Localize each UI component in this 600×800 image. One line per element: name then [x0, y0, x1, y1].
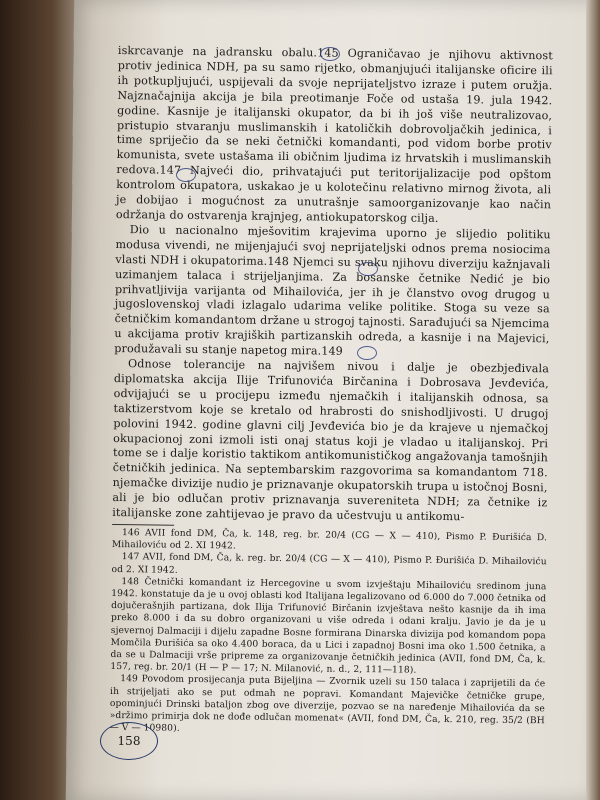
paragraph-3: Odnose tolerancije na najvišem nivou i dalje je obezbjeđivala diplomatska akcija Ilije Trifunovića Birčanina i Dobrosava Jevđevića, odvijajući se u procijepu između njemačkih i italijanskih odnosa, sa taktizerstvom koje se kretalo od hrabrosti do snishodljivosti. U drugoj polovini 1942. godine glavni cilj Jevđevića bio je da krajeve u njemačkoj okupacionoj zoni izmoli isti onaj status koji je vladao u italijanskoj. Pri tome se i dalje koristio taktikom antikomunističkog angažovanja tamošnjih četničkih jedinica. Na septembarskim razgovorima sa komandantom 718. njemačke divizije nudio je priznavanje okupatorskih trupa u istočnoj Bosni, ali je bio odlučan protiv priznavanja suvereniteta NDH; za četnike iz italijanske zone zahtijevao je pravo da učestvuju u antikomu-	[112, 357, 550, 524]
footnote-146: 146 AVII fond DM, Ča, k. 148, reg. br. 20/4 (CG — X — 410), Pismo P. Đurišića D. Mihailoviću od 2. XI 1942.	[111, 528, 548, 552]
book-right-edge	[586, 0, 600, 800]
footnote-149: 149 Povodom prosijecanja puta Bijeljina — Zvornik uzeli su 150 talaca i zaprijetili da će ih strijeljati ako se put odmah ne popravi. Komandant Majevičke četničke grupe, opominjući Drinski bataljon zbog ove diverzije, pozvao se na naređenje Mihailovića da se »držimo primirja dok ne dođe odlučan momenat« (AVII, fond DM, Ča, k. 210, reg. 35/2 (BH — V — 10980).	[109, 674, 546, 735]
footnote-148: 148 Četnički komandant iz Hercegovine u svom izvještaju Mihailoviću sredinom juna 1942. konstatuje da je u ovoj oblasti kod Italijana legalizovano od 6.000 do 7.000 četnika od dojučerašnjih partizana, dok Ilija Trifunović Birčanin izvještava nešto kasnije da ih ima preko 8.000 i da su dobro organizovani u više odreda i odani kralju. Javio je da je u sjevernoj Dalmaciji i dijelu zapadne Bosne formirana Dinarska divizija pod komandom popa Momčila Đurišića sa oko 4.400 boraca, da u Lici i zapadnoj Bosni ima oko 1.500 četnika, a da se u Dalmaciji vrše pripreme za organizovanje četničkih jedinica (AVII, fond DM, Ča, k. 157, reg. br. 20/1 (H — P — 17; N. Milanović, n. d., 2, 111—118).	[110, 576, 547, 676]
paragraph-2: Dio u nacionalno mješovitim krajevima uporno je slijedio politiku modusa vivendi, ne mijenjajući svoj neprijateljski odnos prema nosiocima vlasti NDH i okupatorima.148 Njemci su svaku njihovu diverziju kažnjavali uzimanjem talaca i strijeljanjima. Za bosanske četnike Nedić je bio prihvatljivija varijanta od Mihailovića, jer ih je članstvo ovog drugog u jugoslovenskoj vladi izlagalo udarima velike politike. Stoga su veze sa četničkim komandantom držane u strogoj tajnosti. Sarađujući sa Njemcima u akcijama protiv krajiških partizanskih odreda, a kasnije i na Majevici, produžavali su stanje napetog mira.149	[114, 223, 551, 358]
pen-circle-mark	[176, 168, 196, 182]
pen-circle-mark	[357, 346, 377, 360]
footnotes	[110, 527, 548, 740]
paragraph-1: iskrcavanje na jadransku obalu.145 Ograničavao je njihovu aktivnost protiv jedinica NDH, pa su samo rijetko, obmanjujući italijanske oficire ili ih potkupljujući, uspijevali da svoje neprijateljstvo izraze i putem oružja. Najznačajnija akcija je bila preotimanje Foče od ustaša 19. jula 1942. godine. Kasnije je italijanski okupator, da bi ih još više neutralizovao, pristupio stvaranju muslimanskih i katoličkih dobrovoljačkih jedinica, i time spriječio da se neki četnički komandanti, pod vidom borbe protiv komunista, svete ustašama ili običnim ljudima iz hrvatskih i muslimanskih redova.147 Najveći dio, prihvatajući put teritorijalizacije pod opštom kontrolom okupatora, uskakao je u kolotečinu relativno mirnog života, ali je dobijao i mogućnost za unutrašnje samoorganizovanje kao način održanja do ostvarenja krajnjeg, antiokupatorskog cilja.	[115, 44, 553, 225]
footnote-rule	[112, 524, 174, 526]
page-text-block	[110, 44, 553, 740]
footnote-147: 147 AVII, fond DM, Ča, k. reg. br. 20/4 (CG — X — 410), Pismo P. Đurišića D. Mihailoviću od 2. XI 1942.	[111, 552, 547, 576]
pen-circle-mark	[320, 47, 340, 61]
page-number: 158	[100, 722, 158, 760]
body-text	[112, 44, 553, 526]
pen-circle-mark	[358, 262, 378, 276]
